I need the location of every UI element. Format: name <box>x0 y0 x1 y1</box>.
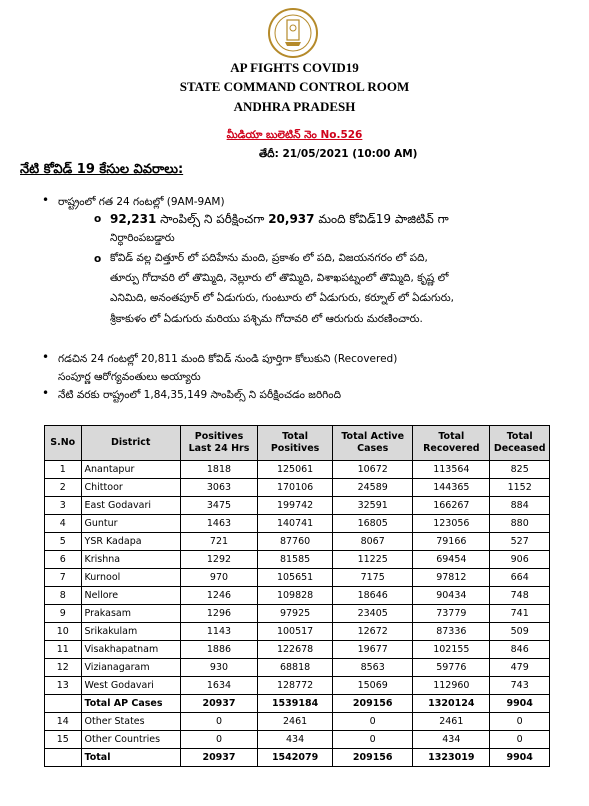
deaths-line-4: శ్రీకాకుళం లో ఏడుగురు మరియు పశ్చిమ గోదావరి లో ఆరుగురు మరణించారు. <box>110 313 423 325</box>
value-cell: 87336 <box>413 623 490 641</box>
value-cell: 3063 <box>180 479 257 497</box>
value-cell: 748 <box>490 587 550 605</box>
value-cell: 1296 <box>180 605 257 623</box>
value-cell: 1818 <box>180 461 257 479</box>
value-cell: 2461 <box>413 713 490 731</box>
value-cell: 68818 <box>258 659 333 677</box>
value-cell: 166267 <box>413 497 490 515</box>
serial-cell: 6 <box>45 551 82 569</box>
district-cell: East Godavari <box>81 497 180 515</box>
value-cell: 125061 <box>258 461 333 479</box>
bullet-dot: • <box>42 350 50 364</box>
column-header: Positives Last 24 Hrs <box>180 426 257 461</box>
district-cell: Krishna <box>81 551 180 569</box>
value-cell: 930 <box>180 659 257 677</box>
value-cell: 1886 <box>180 641 257 659</box>
district-cell: West Godavari <box>81 677 180 695</box>
value-cell: 527 <box>490 533 550 551</box>
table-row <box>45 587 550 605</box>
value-cell: 0 <box>490 713 550 731</box>
table-row <box>45 731 550 749</box>
value-cell: 509 <box>490 623 550 641</box>
header-title-2: STATE COMMAND CONTROL ROOM <box>179 79 410 94</box>
value-cell: 15069 <box>333 677 413 695</box>
value-cell: 16805 <box>333 515 413 533</box>
serial-cell: 14 <box>45 713 82 731</box>
value-cell: 9904 <box>490 749 550 767</box>
date-label: తేదీ: <box>259 148 279 160</box>
table-row <box>45 749 550 767</box>
sub-bullet-1-line-1 <box>110 212 449 229</box>
serial-cell: 15 <box>45 731 82 749</box>
serial-cell: 2 <box>45 479 82 497</box>
table-row <box>45 479 550 497</box>
table-row <box>45 533 550 551</box>
value-cell: 8067 <box>333 533 413 551</box>
bullet-dot: • <box>42 193 50 207</box>
district-cell: Srikakulam <box>81 623 180 641</box>
table-row <box>45 515 550 533</box>
value-cell: 128772 <box>258 677 333 695</box>
district-cell: Nellore <box>81 587 180 605</box>
value-cell: 721 <box>180 533 257 551</box>
serial-cell: 1 <box>45 461 82 479</box>
table-row <box>45 677 550 695</box>
bullet-1-text: రాష్ట్రంలో గత 24 గంటల్లో (9AM-9AM) <box>58 196 225 208</box>
value-cell: 122678 <box>258 641 333 659</box>
ap-emblem-icon <box>263 6 323 60</box>
value-cell: 1542079 <box>258 749 333 767</box>
value-cell: 18646 <box>333 587 413 605</box>
serial-cell: 10 <box>45 623 82 641</box>
section-heading <box>20 162 183 180</box>
value-cell: 1463 <box>180 515 257 533</box>
value-cell: 97812 <box>413 569 490 587</box>
value-cell: 825 <box>490 461 550 479</box>
table-row <box>45 497 550 515</box>
column-header: S.No <box>45 426 82 461</box>
column-header: Total Positives <box>258 426 333 461</box>
value-cell: 23405 <box>333 605 413 623</box>
district-cell: Anantapur <box>81 461 180 479</box>
serial-cell: 12 <box>45 659 82 677</box>
value-cell: 0 <box>180 713 257 731</box>
total-samples-line: నేటి వరకు రాష్ట్రంలో 1,84,35,149 సాంపిల్స్ ని పరీక్షించడం జరిగింది <box>58 389 342 401</box>
value-cell: 741 <box>490 605 550 623</box>
value-cell: 479 <box>490 659 550 677</box>
value-cell: 434 <box>413 731 490 749</box>
district-cell: Vizianagaram <box>81 659 180 677</box>
district-cell: Kurnool <box>81 569 180 587</box>
serial-cell: 9 <box>45 605 82 623</box>
value-cell: 81585 <box>258 551 333 569</box>
value-cell: 1292 <box>180 551 257 569</box>
value-cell: 1323019 <box>413 749 490 767</box>
table-row <box>45 641 550 659</box>
serial-cell: 3 <box>45 497 82 515</box>
value-cell: 100517 <box>258 623 333 641</box>
value-cell: 140741 <box>258 515 333 533</box>
value-cell: 97925 <box>258 605 333 623</box>
deaths-line-1: కోవిడ్ వల్ల చిత్తూర్ లో పదిహేను మంది, ప్రకాశం లో పది, విజయనగరం లో పది, <box>110 252 428 264</box>
district-cell: YSR Kadapa <box>81 533 180 551</box>
district-cell: Total <box>81 749 180 767</box>
recovered-line-1: గడచిన 24 గంటల్లో 20,811 మంది కోవిడ్ నుండి పూర్తిగా కోలుకుని (Recovered) <box>58 353 398 365</box>
value-cell: 20937 <box>180 749 257 767</box>
value-cell: 9904 <box>490 695 550 713</box>
value-cell: 970 <box>180 569 257 587</box>
value-cell: 199742 <box>258 497 333 515</box>
value-cell: 0 <box>180 731 257 749</box>
samples-tested-today: 92,231 <box>110 212 157 226</box>
district-cell: Chittoor <box>81 479 180 497</box>
date-value: 21/05/2021 (10:00 AM) <box>282 148 418 160</box>
sub-bullet-1-line-2: నిర్ధారింపబడ్డారు <box>110 232 175 244</box>
column-header: Total Active Cases <box>333 426 413 461</box>
value-cell: 1143 <box>180 623 257 641</box>
serial-cell: 4 <box>45 515 82 533</box>
value-cell: 209156 <box>333 749 413 767</box>
deaths-line-3: ఎనిమిది, అనంతపూర్ లో ఏడుగురు, గుంటూరు లో ఏడుగురు, కర్నూల్ లో ఏడుగురు, <box>110 292 454 304</box>
value-cell: 1634 <box>180 677 257 695</box>
table-body <box>45 461 550 767</box>
bulletin-number <box>0 129 589 144</box>
positives-today: 20,937 <box>268 212 315 226</box>
value-cell: 2461 <box>258 713 333 731</box>
table-row <box>45 713 550 731</box>
district-cell: Other States <box>81 713 180 731</box>
value-cell: 0 <box>490 731 550 749</box>
deaths-line-2: తూర్పు గోదావరి లో తొమ్మిది, నెల్లూరు లో తొమ్మిది, విశాఖపట్నంలో తొమ్మిది, కృష్ణ లో <box>110 272 449 284</box>
serial-cell <box>45 749 82 767</box>
heading-text: నేటి కోవిడ్ 19 కేసుల వివరాలు: <box>20 162 184 177</box>
value-cell: 19677 <box>333 641 413 659</box>
table-row <box>45 695 550 713</box>
serial-cell: 8 <box>45 587 82 605</box>
value-cell: 0 <box>333 713 413 731</box>
value-cell: 11225 <box>333 551 413 569</box>
value-cell: 109828 <box>258 587 333 605</box>
value-cell: 113564 <box>413 461 490 479</box>
value-cell: 73779 <box>413 605 490 623</box>
value-cell: 170106 <box>258 479 333 497</box>
sub-bullet-marker: o <box>94 253 102 265</box>
table-header-row <box>45 426 550 461</box>
value-cell: 7175 <box>333 569 413 587</box>
column-header: District <box>81 426 180 461</box>
table-row <box>45 623 550 641</box>
value-cell: 664 <box>490 569 550 587</box>
value-cell: 90434 <box>413 587 490 605</box>
column-header: Total Deceased <box>490 426 550 461</box>
district-cell: Guntur <box>81 515 180 533</box>
table-row <box>45 461 550 479</box>
samples-text: సాంపిల్స్ ని పరీక్షించగా <box>160 212 265 226</box>
serial-cell: 11 <box>45 641 82 659</box>
bulletin-date <box>259 148 417 163</box>
value-cell: 12672 <box>333 623 413 641</box>
value-cell: 69454 <box>413 551 490 569</box>
value-cell: 20937 <box>180 695 257 713</box>
value-cell: 10672 <box>333 461 413 479</box>
value-cell: 1539184 <box>258 695 333 713</box>
serial-cell: 5 <box>45 533 82 551</box>
value-cell: 1152 <box>490 479 550 497</box>
district-cell: Visakhapatnam <box>81 641 180 659</box>
district-cell: Other Countries <box>81 731 180 749</box>
value-cell: 0 <box>333 731 413 749</box>
value-cell: 434 <box>258 731 333 749</box>
value-cell: 144365 <box>413 479 490 497</box>
value-cell: 102155 <box>413 641 490 659</box>
district-table <box>44 425 550 767</box>
value-cell: 1246 <box>180 587 257 605</box>
serial-cell <box>45 695 82 713</box>
value-cell: 1320124 <box>413 695 490 713</box>
value-cell: 8563 <box>333 659 413 677</box>
value-cell: 112960 <box>413 677 490 695</box>
value-cell: 87760 <box>258 533 333 551</box>
positives-text: మంది కోవిడ్19 పాజిటివ్ గా <box>318 212 449 226</box>
value-cell: 123056 <box>413 515 490 533</box>
header-title-1: AP FIGHTS COVID19 <box>230 60 359 75</box>
bullet-dot: • <box>42 386 50 400</box>
value-cell: 884 <box>490 497 550 515</box>
value-cell: 846 <box>490 641 550 659</box>
table-row <box>45 659 550 677</box>
table-row <box>45 605 550 623</box>
sub-bullet-marker: o <box>94 213 102 225</box>
header-title-3: ANDHRA PRADESH <box>233 99 356 114</box>
value-cell: 105651 <box>258 569 333 587</box>
district-cell: Prakasam <box>81 605 180 623</box>
serial-cell: 7 <box>45 569 82 587</box>
value-cell: 880 <box>490 515 550 533</box>
value-cell: 3475 <box>180 497 257 515</box>
recovered-line-2: సంపూర్ణ ఆరోగ్యవంతులు అయ్యారు <box>58 371 201 383</box>
serial-cell: 13 <box>45 677 82 695</box>
table-row <box>45 551 550 569</box>
value-cell: 59776 <box>413 659 490 677</box>
column-header: Total Recovered <box>413 426 490 461</box>
value-cell: 24589 <box>333 479 413 497</box>
value-cell: 209156 <box>333 695 413 713</box>
value-cell: 32591 <box>333 497 413 515</box>
value-cell: 906 <box>490 551 550 569</box>
value-cell: 79166 <box>413 533 490 551</box>
table-row <box>45 569 550 587</box>
value-cell: 743 <box>490 677 550 695</box>
bulletin-text: మీడియా బులెటిన్ నెం No.526 <box>226 129 363 141</box>
district-cell: Total AP Cases <box>81 695 180 713</box>
